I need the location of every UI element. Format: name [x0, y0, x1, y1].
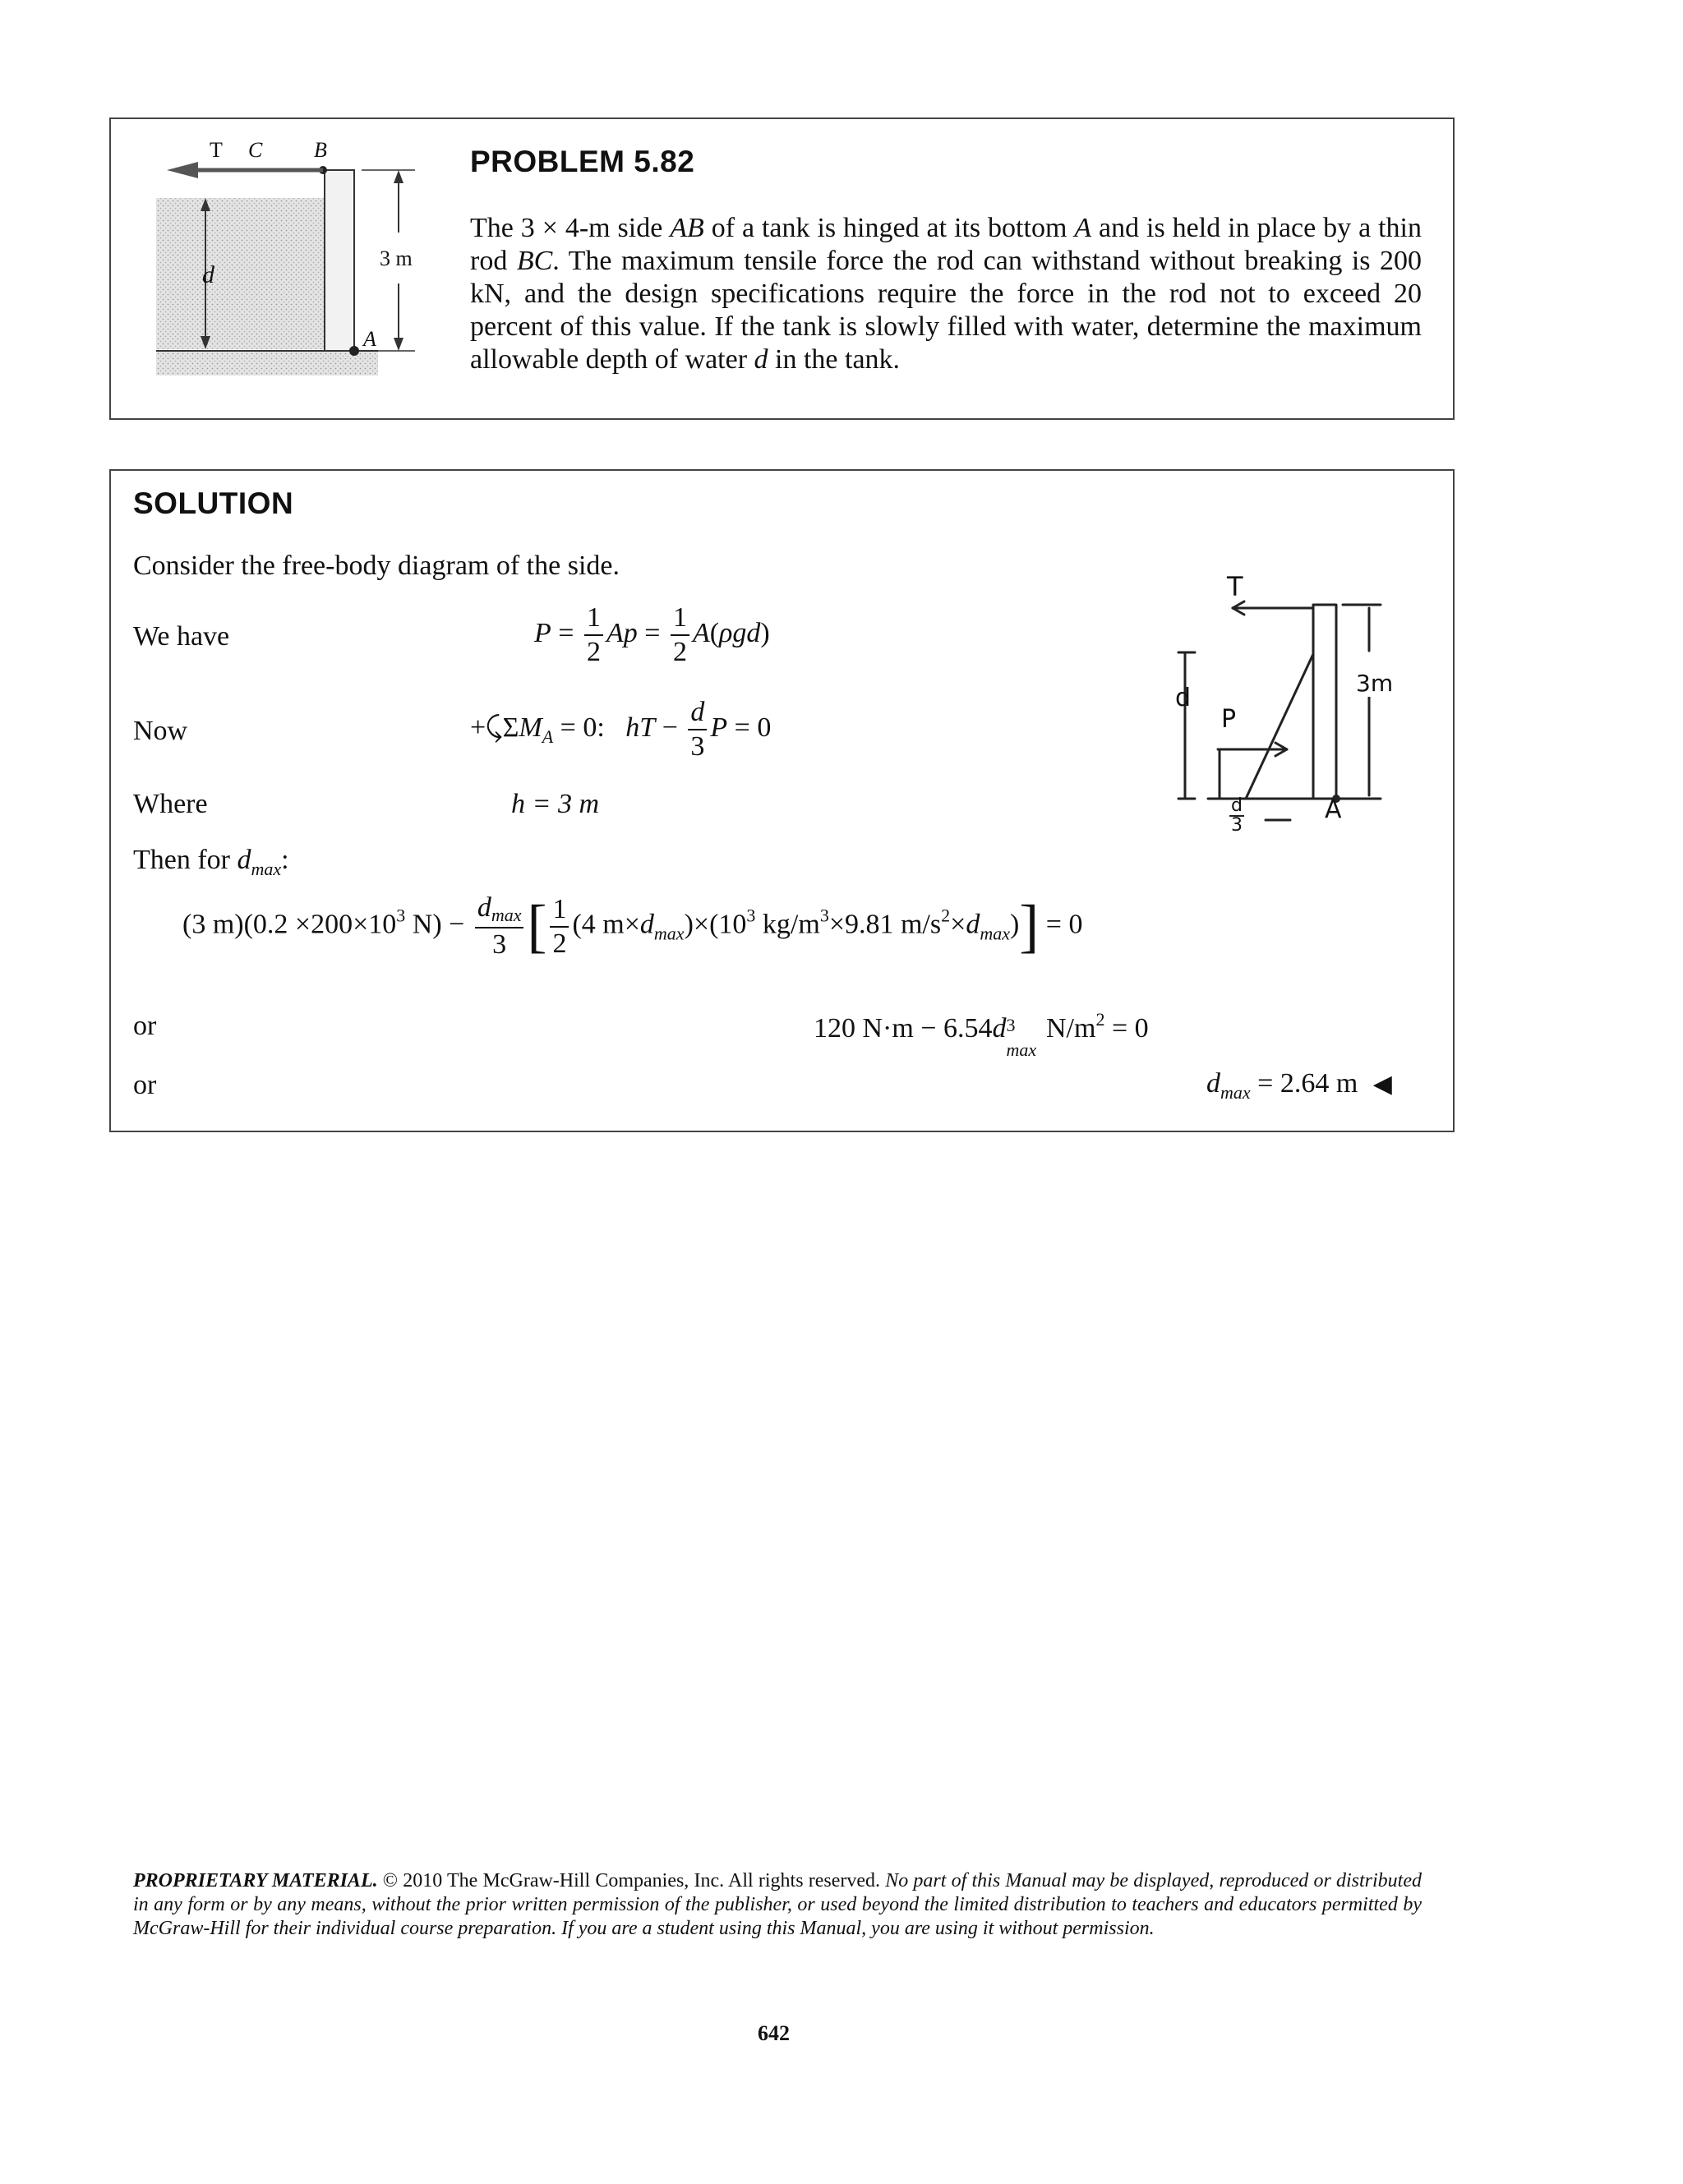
dmax-equation: (3 $m)(0.2 \times 200\times 10^3$ N) − $\frac{d_{max}}{3}$ [ $\frac{1}{2}$ (4 $m\times d_{max})\times(10^3$ $kg/m^3\times 9.81$ $m/s^2\times d_{max})] = 0$: [182, 892, 1083, 960]
fbd-label-d: d: [1175, 684, 1192, 712]
fbd-label-a: A: [1325, 795, 1342, 824]
copyright-notice: PROPRIETARY MATERIAL. © 2010 The McGraw-Hill Companies, Inc. All rights reserved. No part of this Manual may be displayed, reproduced or distributed in any form or by any means, without the prior written permission of the publisher, or used beyond the limited distribution to teachers and educators permitted by McGraw-Hill for their individual course preparation. If you are a student using this Manual, you are using it without permission.: [133, 1870, 1422, 1939]
fbd-label-t: T: [1227, 571, 1243, 602]
or-label-2: or: [133, 1070, 157, 1100]
solution-heading: SOLUTION: [133, 486, 294, 520]
ground: [156, 351, 378, 376]
fbd-label-height: 3m: [1356, 670, 1394, 697]
now-label: Now: [133, 716, 188, 746]
where-equation: h = 3 m: [511, 789, 599, 819]
fbd-label-d3: d 3: [1230, 795, 1243, 836]
pressure-force-equation: P = $\frac{1}{2}$ Ap = $\frac{1}{2}$ A(ρgd): [534, 602, 770, 667]
tank-side-ab: [325, 170, 354, 351]
final-answer: $d_{max} = 2.64$ m ◀: [1206, 1068, 1392, 1103]
problem-statement: The 3 × 4-m side AB of a tank is hinged at its bottom A and is held in place by a thin rod BC. The maximum tensile force the rod can withstand without breaking is 200 kN, and the design specifications require the force in the rod not to exceed 20 percent of this value. If the tank is slowly filled with water, determine the maximum allowable depth of water d in the tank.: [470, 213, 1422, 375]
free-body-diagram: [1175, 575, 1438, 830]
cubic-equation: 120 N·m − 6.54d 3 max $N/m^2 = 0$: [814, 1009, 1149, 1060]
solution-intro: Consider the free-body diagram of the side.: [133, 551, 620, 581]
figure-label-t: T: [210, 138, 223, 162]
figure-label-height: 3 m: [380, 247, 413, 270]
figure-label-c: C: [248, 138, 263, 162]
or-label-1: or: [133, 1011, 157, 1041]
water-region: [156, 198, 325, 349]
we-have-label: We have: [133, 621, 230, 652]
answer-marker-icon: ◀: [1372, 1071, 1392, 1098]
moment-equation: $+⤹\Sigma M_A = 0$: hT − $\frac{d}{3}$ P = 0: [470, 697, 772, 762]
problem-title: PROBLEM 5.82: [470, 145, 695, 178]
figure-label-b: B: [314, 138, 327, 162]
figure-label-a: A: [363, 327, 376, 351]
fbd-label-p: P: [1221, 705, 1237, 734]
where-label: Where: [133, 789, 208, 819]
figure-label-d: d: [202, 261, 214, 288]
then-for-line: Then for $d_{max}$:: [133, 845, 289, 879]
page-number: 642: [758, 2021, 790, 2045]
